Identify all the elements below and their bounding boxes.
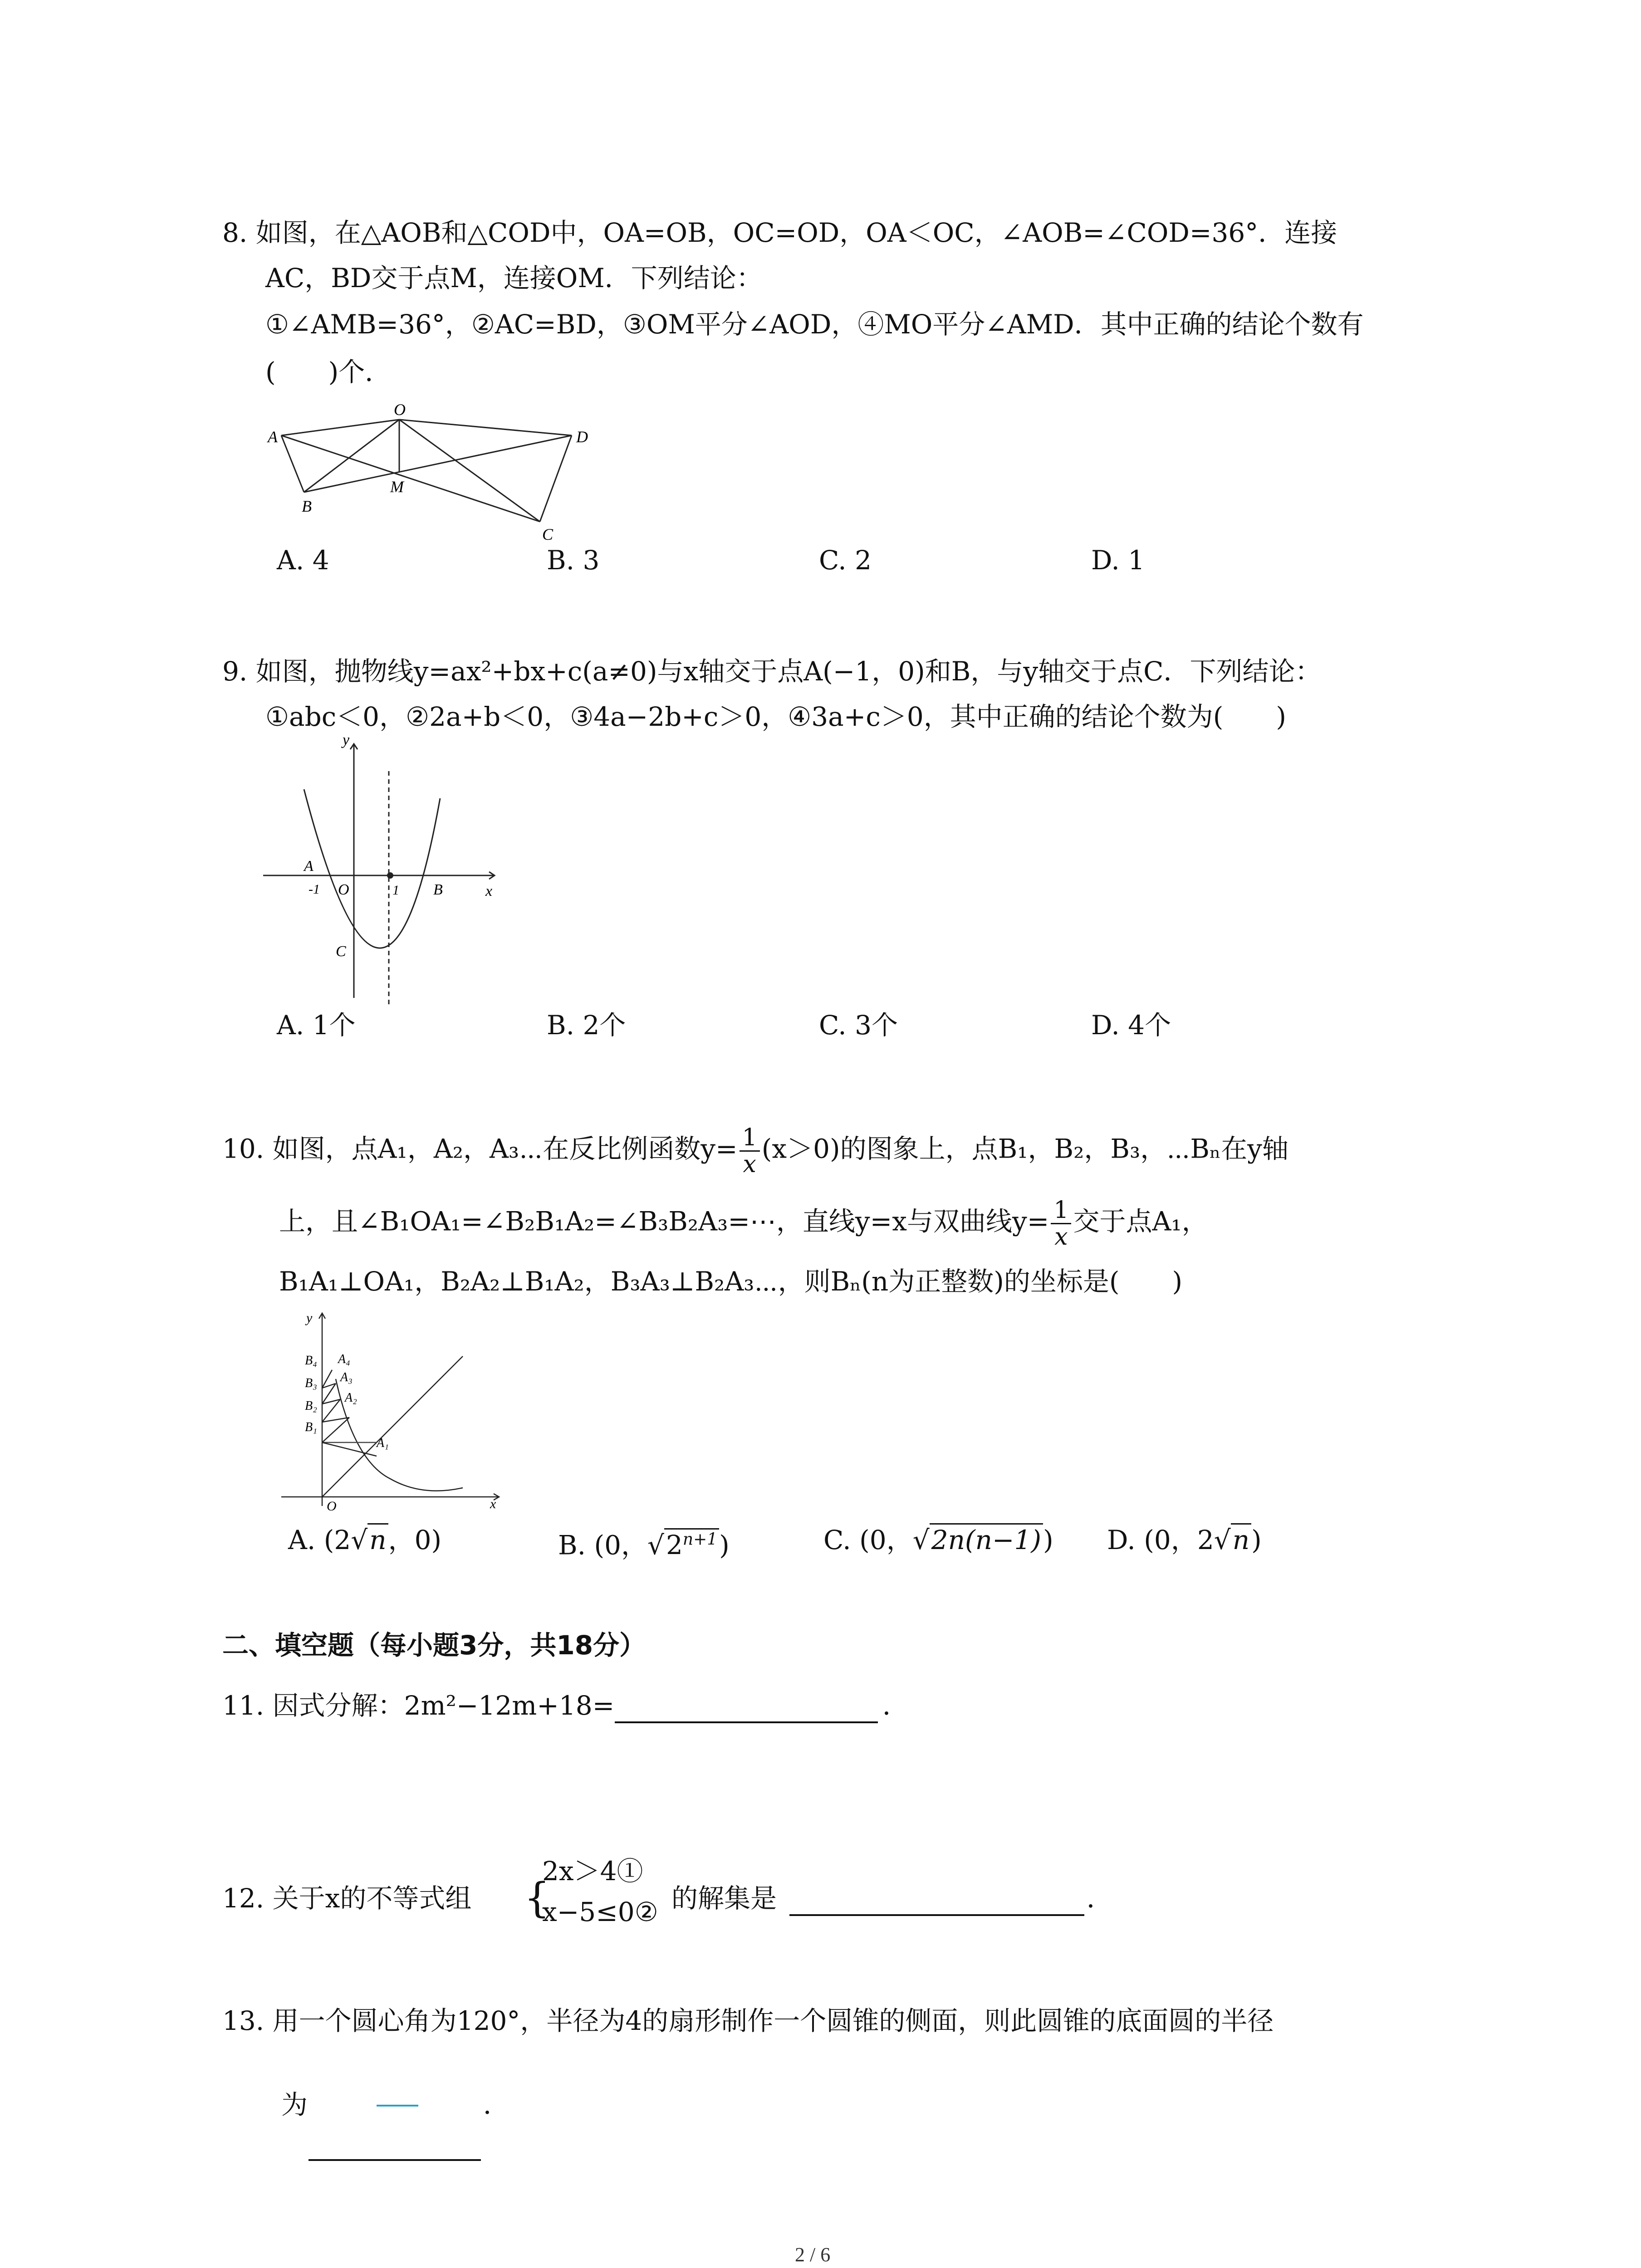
q13-line1: 13. 用一个圆心角为120°，半径为4的扇形制作一个圆锥的侧面，则此圆锥的底面圆的半径: [222, 2005, 1274, 2036]
q9-option-b: B. 2个: [547, 1010, 626, 1041]
q9-figure: [259, 735, 513, 1007]
q11-text: 11. 因式分解：2m²−12m+18=: [222, 1690, 615, 1721]
q10-option-b-base: 2: [666, 1530, 683, 1561]
q13-answer-mark: [377, 2105, 418, 2107]
q10-label-A1: A₁: [377, 1436, 389, 1450]
q10-label-x: x: [490, 1496, 496, 1510]
q10-line1-a: 10. 如图，点A₁，A₂，A₃⋯在反比例函数y=: [222, 1133, 738, 1164]
sqrt-icon: √: [912, 1525, 930, 1555]
q10-label-O: O: [327, 1499, 337, 1510]
q9-option-c: C. 3个: [819, 1010, 898, 1041]
q10-option-b-radicand: [664, 1528, 719, 1560]
sqrt-icon: √: [647, 1530, 664, 1561]
q10-option-d: [1107, 1524, 1262, 1556]
q10-line2: [279, 1198, 1208, 1250]
q8-label-O: O: [394, 401, 406, 419]
q12-pre: 12. 关于x的不等式组: [222, 1883, 472, 1914]
q10-figure: [272, 1306, 508, 1510]
q13-line2: 为: [281, 2089, 308, 2120]
q10-fraction-1: [740, 1125, 760, 1177]
q10-option-d-radicand: n: [1231, 1523, 1251, 1555]
q10-fraction-1-den: x: [743, 1151, 756, 1178]
section-title: 二、填空题（每小题3分，共18分）: [222, 1630, 646, 1661]
q10-label-A3: A₃: [340, 1370, 353, 1384]
q10-label-B1: B₁: [305, 1420, 317, 1434]
q10-fraction-1-num: 1: [740, 1125, 760, 1152]
q8-line3: ①∠AMB=36°，②AC=BD，③OM平分∠AOD，④MO平分∠AMD．其中正确的结论个数有: [265, 309, 1364, 340]
q8-figure: [263, 399, 599, 549]
q10-label-A2: A₂: [345, 1391, 357, 1405]
q10-option-a-pre: A. (2: [288, 1525, 351, 1555]
q13-tail: ．: [483, 2089, 510, 2120]
q11-tail: ．: [882, 1690, 909, 1721]
q12-answer-blank[interactable]: [789, 1914, 1084, 1916]
q10-label-B4: B₄: [305, 1354, 317, 1368]
q10-label-B2: B₂: [305, 1399, 317, 1413]
q8-option-b: B. 3: [547, 545, 600, 576]
q10-option-d-pre: D. (0，2: [1107, 1525, 1214, 1555]
sqrt-icon: √: [351, 1525, 368, 1555]
q8-option-a: A. 4: [277, 545, 329, 576]
q8-label-D: D: [576, 428, 588, 446]
q12-ineq1: 2x＞4①: [542, 1856, 643, 1887]
q10-option-a-post: ，0): [388, 1525, 442, 1555]
q12-tail: ．: [1087, 1883, 1113, 1914]
q10-line2-b: 交于点A₁，: [1073, 1206, 1208, 1237]
q10-fraction-2-den: x: [1054, 1223, 1068, 1251]
q8-option-d: D. 1: [1091, 545, 1145, 576]
q9-label-x: x: [485, 883, 493, 899]
q12-ineq2: x−5≤0②: [542, 1897, 658, 1927]
q10-fraction-2-num: 1: [1051, 1198, 1071, 1224]
q10-label-A4: A₄: [338, 1352, 350, 1366]
q10-option-b: [558, 1524, 730, 1561]
q10-option-a: [288, 1524, 441, 1556]
q10-fraction-2: [1051, 1198, 1071, 1250]
q13-answer-blank[interactable]: [309, 2159, 481, 2161]
q10-label-y: y: [306, 1310, 313, 1325]
q9-label-y: y: [343, 735, 350, 748]
q10-option-b-post: ): [719, 1530, 730, 1561]
q9-label-O: O: [338, 881, 349, 898]
q10-option-a-radicand: n: [367, 1523, 388, 1555]
q11-answer-blank[interactable]: [615, 1721, 878, 1723]
q9-option-d: D. 4个: [1091, 1010, 1171, 1041]
q10-option-c: [823, 1524, 1053, 1556]
page-number: 2 / 6: [795, 2244, 831, 2266]
q10-line1-b: (x＞0)的图象上，点B₁，B₂，B₃，⋯Bₙ在y轴: [761, 1133, 1288, 1164]
q10-label-B3: B₃: [305, 1376, 317, 1390]
q9-label-1: 1: [392, 883, 399, 898]
q9-label-A: A: [304, 858, 314, 875]
q10-option-b-exponent: n+1: [682, 1530, 718, 1549]
q12-post: 的解集是: [671, 1883, 777, 1914]
q8-line4: ( )个．: [265, 357, 392, 387]
q8-line2: AC，BD交于点M，连接OM．下列结论：: [265, 263, 763, 293]
q8-label-M: M: [390, 478, 404, 496]
q10-line1: [222, 1125, 1288, 1177]
brace-icon: {: [524, 1874, 550, 1922]
q10-line3: B₁A₁⊥OA₁，B₂A₂⊥B₁A₂，B₃A₃⊥B₂A₃⋯，则Bₙ(n为正整数)的坐标是( ): [279, 1266, 1183, 1297]
q10-option-c-pre: C. (0，: [823, 1525, 913, 1555]
q9-line2: ①abc＜0，②2a+b＜0，③4a−2b+c＞0，④3a+c＞0，其中正确的结论个数为( ): [265, 701, 1286, 732]
sqrt-icon: √: [1214, 1525, 1231, 1555]
q8-label-C: C: [542, 525, 554, 543]
q8-line1: 8. 如图，在△AOB和△COD中，OA=OB，OC=OD，OA＜OC，∠AOB=∠COD=36°．连接: [222, 217, 1337, 248]
q10-option-c-radicand: 2n(n−1): [930, 1523, 1043, 1555]
q10-line2-a: 上，且∠B₁OA₁=∠B₂B₁A₂=∠B₃B₂A₃=⋯，直线y=x与双曲线y=: [279, 1206, 1049, 1237]
q10-option-c-post: ): [1043, 1525, 1053, 1555]
q9-label-B: B: [433, 881, 443, 898]
q9-label-C: C: [336, 943, 346, 960]
q10-option-b-pre: B. (0，: [558, 1530, 648, 1561]
q9-label-neg1: -1: [309, 882, 320, 897]
q10-option-d-post: ): [1251, 1525, 1262, 1555]
q8-label-B: B: [302, 497, 312, 515]
q8-label-A: A: [268, 428, 278, 446]
q9-line1: 9. 如图，抛物线y=ax²+bx+c(a≠0)与x轴交于点A(−1，0)和B，与y轴交于点C．下列结论：: [222, 656, 1322, 687]
q8-option-c: C. 2: [819, 545, 872, 576]
q9-option-a: A. 1个: [277, 1010, 356, 1041]
